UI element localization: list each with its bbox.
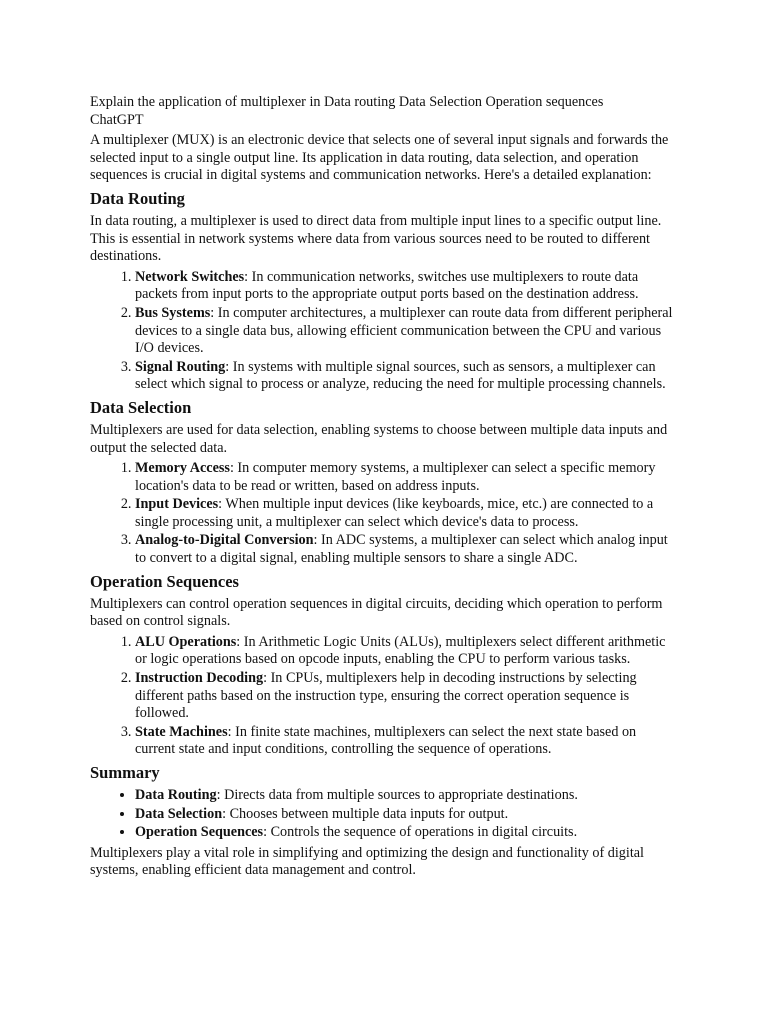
list-item	[135, 634, 678, 669]
list-item-term: Operation Sequences	[135, 824, 264, 841]
list-item	[135, 670, 678, 723]
list-item-term: Data Routing	[135, 787, 217, 803]
section-heading: Data Routing	[90, 188, 185, 208]
list-item-term: Signal Routing	[135, 358, 226, 375]
section-operation-sequences	[90, 572, 678, 759]
list-item	[135, 787, 678, 805]
list-item-text: : In computer architectures, a multiplexer can route data from different peripheral devices to a single data bus, allowing efficient communication between the CPU and various I/O devices.	[135, 304, 673, 357]
list-item-text: : In communication networks, switches use multiplexers to route data packets from input ports to the appropriate output ports based on the destination address.	[135, 268, 639, 303]
list-item-term: Data Selection	[135, 805, 223, 822]
bullet-list	[90, 787, 678, 842]
list-item-text: : Chooses between multiple data inputs for output.	[222, 805, 509, 822]
numbered-list	[90, 269, 678, 394]
list-item-term: Memory Access	[135, 460, 230, 477]
list-item-term: Network Switches	[135, 268, 245, 285]
question-line: Explain the application of multiplexer in Data routing Data Selection Operation sequences	[90, 94, 604, 110]
section-data-routing	[90, 189, 678, 394]
question-text	[90, 94, 678, 129]
section-intro: Multiplexers can control operation sequences in digital circuits, deciding which operation to perform based on control signals.	[90, 595, 663, 630]
list-item-text: : Directs data from multiple sources to appropriate destinations.	[216, 787, 578, 803]
list-item	[135, 496, 678, 531]
list-item	[135, 359, 678, 394]
numbered-list	[90, 460, 678, 568]
list-item	[135, 806, 678, 824]
list-item	[135, 532, 678, 567]
intro-paragraph: A multiplexer (MUX) is an electronic device that selects one of several input signals and forwards the selected input to a single output line. Its application in data routing, data selection, and operation sequences is crucial in digital systems and communication networks. Here's a detailed explanation:	[90, 132, 669, 184]
section-intro: Multiplexers are used for data selection, enabling systems to choose between multiple data inputs and output the selected data.	[90, 421, 668, 456]
list-item-text: : In CPUs, multiplexers help in decoding instructions by selecting different paths based on the instruction type, ensuring the correct operation sequence is followed.	[135, 670, 637, 722]
numbered-list	[90, 634, 678, 759]
list-item	[135, 460, 678, 495]
section-heading: Data Selection	[90, 397, 192, 417]
list-item-term: ALU Operations	[135, 633, 237, 650]
list-item-term: Bus Systems	[135, 304, 211, 321]
section-intro: In data routing, a multiplexer is used to direct data from multiple input lines to a specific output line. This is essential in network systems where data from various sources need to be routed to different destinations.	[90, 212, 662, 265]
author-label: ChatGPT	[90, 111, 144, 128]
list-item	[135, 724, 678, 759]
list-item	[135, 305, 678, 358]
list-item-text: : In computer memory systems, a multiplexer can select a specific memory location's data to be read or written, based on address inputs.	[135, 460, 656, 494]
list-item	[135, 269, 678, 304]
list-item-text: : In finite state machines, multiplexers can select the next state based on current state and input conditions, controlling the sequence of operations.	[135, 723, 637, 758]
list-item-term: Analog-to-Digital Conversion	[135, 532, 314, 549]
list-item-text: : When multiple input devices (like keyboards, mice, etc.) are connected to a single processing unit, a multiplexer can select which device's data to process.	[135, 496, 654, 530]
list-item-text: : In ADC systems, a multiplexer can select which analog input to convert to a digital signal, enabling multiple sensors to share a single ADC.	[135, 532, 668, 567]
section-summary	[90, 763, 678, 880]
list-item-term: State Machines	[135, 723, 228, 740]
list-item-term: Instruction Decoding	[135, 670, 264, 687]
list-item-text: : Controls the sequence of operations in digital circuits.	[263, 824, 578, 841]
closing-paragraph: Multiplexers play a vital role in simplifying and optimizing the design and functionality of digital systems, enabling efficient data management and control.	[90, 844, 644, 879]
section-data-selection	[90, 398, 678, 568]
list-item	[135, 824, 678, 842]
list-item-text: : In systems with multiple signal sources, such as sensors, a multiplexer can select which signal to process or analyze, reducing the need for multiple processing channels.	[135, 358, 666, 393]
list-item-text: : In Arithmetic Logic Units (ALUs), multiplexers select different arithmetic or logic operations based on opcode inputs, enabling the CPU to perform various tasks.	[135, 633, 666, 668]
section-heading: Operation Sequences	[90, 571, 239, 591]
list-item-term: Input Devices	[135, 496, 219, 513]
section-heading: Summary	[90, 763, 160, 782]
